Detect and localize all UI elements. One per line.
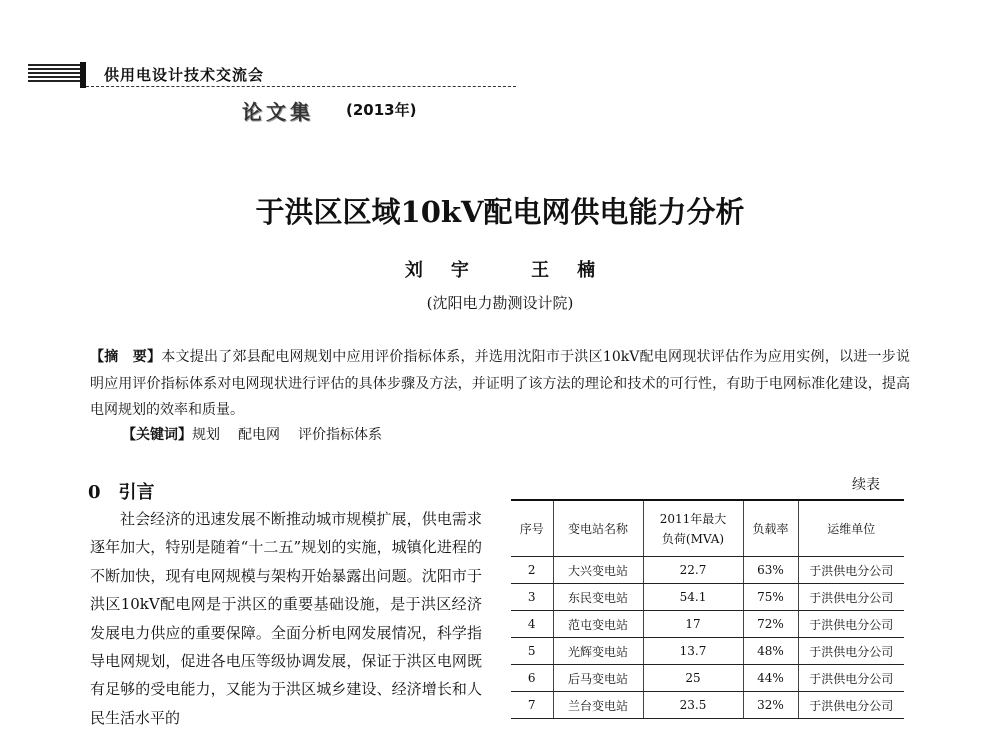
cell-rate: 63% [743, 557, 798, 584]
cell-unit: 于洪供电分公司 [798, 665, 904, 692]
table-row [511, 638, 904, 665]
abstract-text: 本文提出了郊县配电网规划中应用评价指标体系，并选用沈阳市于洪区10kV配电网现状评估作为应用实例，以进一步说明应用评价指标体系对电网现状进行评估的具体步骤及方法，并证明了该方法的理论和技术的可行性，有助于电网标准化建设，提高电网规划的效率和质量。 [90, 349, 911, 418]
cell-rate: 72% [743, 611, 798, 638]
cell-name: 大兴变电站 [553, 557, 643, 584]
cell-rate: 44% [743, 665, 798, 692]
table-header-row [511, 500, 904, 557]
collection-title: 论文集 [242, 100, 314, 124]
cell-index: 7 [511, 692, 553, 719]
conference-name: 供用电设计技术交流会 [104, 66, 265, 84]
cell-index: 4 [511, 611, 553, 638]
header-bar [80, 62, 86, 88]
header-stripes [28, 64, 80, 86]
col-header-unit: 运维单位 [798, 500, 904, 557]
cell-unit: 于洪供电分公司 [798, 638, 904, 665]
cell-rate: 32% [743, 692, 798, 719]
paper-title: 于洪区区域10kV配电网供电能力分析 [255, 195, 745, 229]
affiliation: (沈阳电力勘测设计院) [426, 294, 574, 312]
cell-load: 23.5 [643, 692, 743, 719]
keywords [122, 424, 400, 444]
cell-rate: 48% [743, 638, 798, 665]
cell-load: 17 [643, 611, 743, 638]
cell-unit: 于洪供电分公司 [798, 584, 904, 611]
table-continued-label: 续表 [852, 477, 880, 493]
keywords-label: 【关键词】 [122, 427, 192, 443]
col-header-load: 2011年最大负荷(MVA) [643, 500, 743, 557]
cell-name: 范屯变电站 [553, 611, 643, 638]
cell-index: 3 [511, 584, 553, 611]
cell-index: 2 [511, 557, 553, 584]
col-header-name: 变电站名称 [553, 500, 643, 557]
keyword: 规划 [192, 427, 220, 443]
table-row [511, 557, 904, 584]
cell-name: 后马变电站 [553, 665, 643, 692]
abstract-label: 【摘 要】 [90, 349, 162, 365]
header-divider [86, 86, 516, 87]
substation-table [511, 499, 904, 719]
cell-rate: 75% [743, 584, 798, 611]
collection-year: (2013年) [346, 101, 417, 119]
keyword: 评价指标体系 [298, 427, 382, 443]
cell-name: 东民变电站 [553, 584, 643, 611]
section-body: 社会经济的迅速发展不断推动城市规模扩展，供电需求逐年加大，特别是随着“十二五”规划的实施，城镇化进程的不断加快，现有电网规模与架构开始暴露出问题。沈阳市于洪区10kV配电网是于洪区的重要基础设施，是于洪区经济发展电力供应的重要保障。全面分析电网发展情况，科学指导电网规划，促进各电压等级协调发展，保证于洪区电网既有足够的受电能力，又能为于洪区城乡建设、经济增长和人民生活水平的 [90, 510, 482, 727]
table-row [511, 584, 904, 611]
cell-load: 25 [643, 665, 743, 692]
cell-index: 5 [511, 638, 553, 665]
cell-name: 光辉变电站 [553, 638, 643, 665]
cell-name: 兰台变电站 [553, 692, 643, 719]
table-row [511, 611, 904, 638]
keyword: 配电网 [238, 427, 280, 443]
cell-unit: 于洪供电分公司 [798, 692, 904, 719]
authors: 刘宇 王楠 [404, 260, 624, 281]
cell-load: 22.7 [643, 557, 743, 584]
col-header-rate: 负载率 [743, 500, 798, 557]
cell-load: 54.1 [643, 584, 743, 611]
cell-unit: 于洪供电分公司 [798, 557, 904, 584]
table-row [511, 665, 904, 692]
cell-load: 13.7 [643, 638, 743, 665]
cell-unit: 于洪供电分公司 [798, 611, 904, 638]
cell-index: 6 [511, 665, 553, 692]
section-heading: 0 引言 [88, 482, 155, 503]
abstract [90, 344, 910, 424]
col-header-index: 序号 [511, 500, 553, 557]
table-row [511, 692, 904, 719]
